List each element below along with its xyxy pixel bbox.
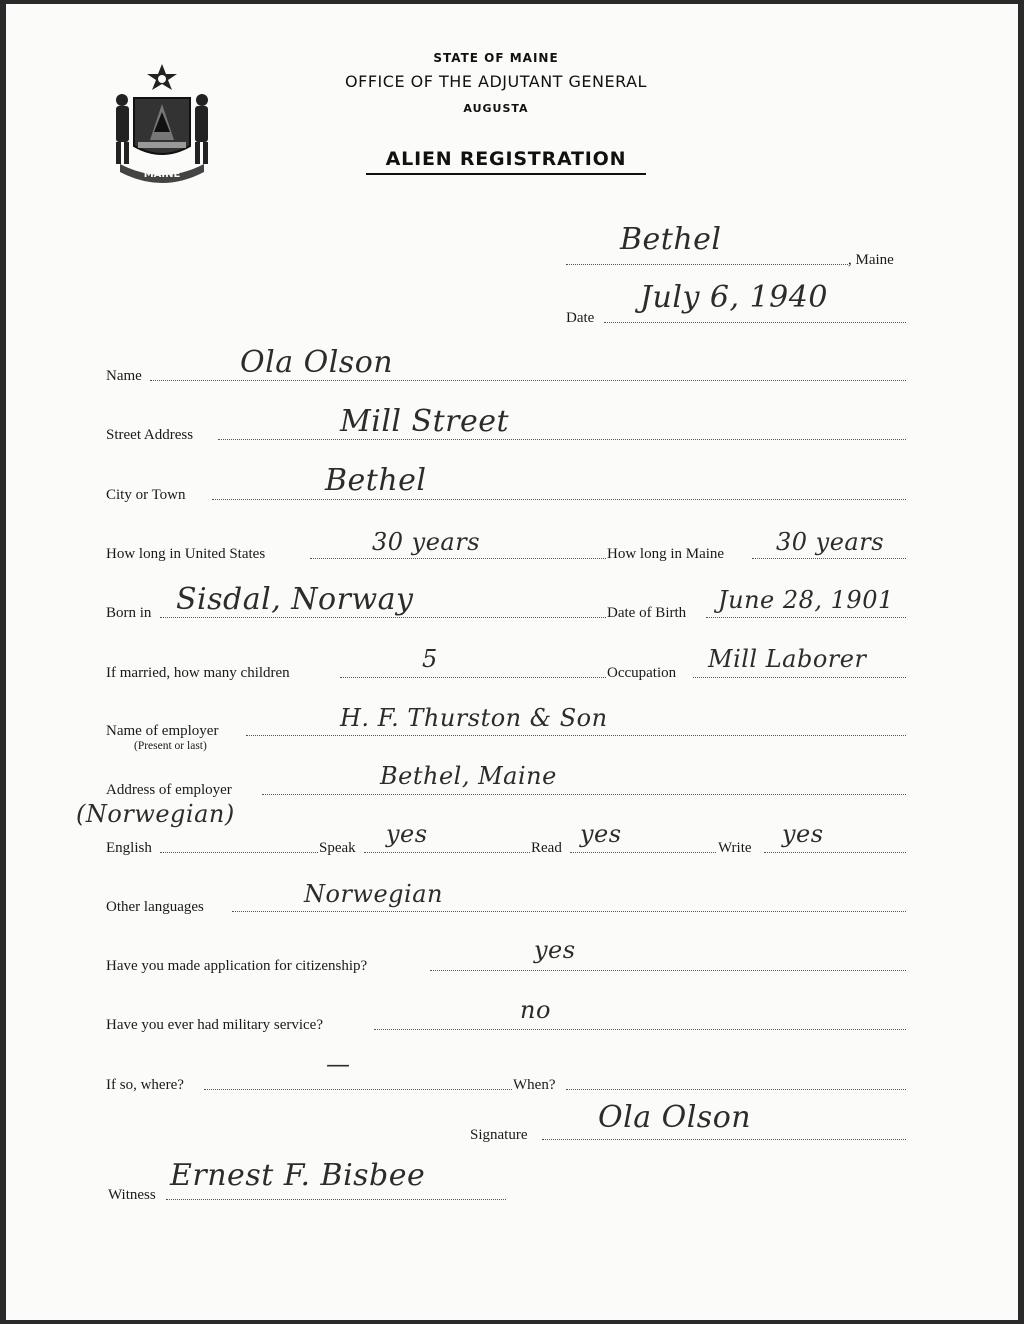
dob-value[interactable]: June 28, 1901 <box>718 586 894 614</box>
when-label: When? <box>513 1077 556 1093</box>
born-in-label: Born in <box>106 605 152 621</box>
how-long-me-label: How long in Maine <box>607 546 725 562</box>
street-value[interactable]: Mill Street <box>340 404 510 439</box>
write-line <box>764 852 906 853</box>
employer-note: (Present or last) <box>134 740 207 752</box>
occupation-line <box>693 677 906 678</box>
town-value[interactable]: Bethel <box>620 222 722 257</box>
date-line <box>604 322 906 323</box>
read-value[interactable]: yes <box>580 820 622 848</box>
speak-value[interactable]: yes <box>386 820 428 848</box>
witness-label: Witness <box>108 1187 156 1203</box>
how-long-me-value[interactable]: 30 years <box>776 528 885 556</box>
town-line <box>566 264 848 265</box>
children-value[interactable]: 5 <box>422 645 438 673</box>
city-line <box>212 499 906 500</box>
other-languages-label: Other languages <box>106 899 204 915</box>
street-label: Street Address <box>106 427 194 443</box>
citizenship-value[interactable]: yes <box>534 936 576 964</box>
how-long-us-line <box>310 558 606 559</box>
employer-value[interactable]: H. F. Thurston & Son <box>340 704 608 732</box>
name-line <box>150 380 906 381</box>
date-label: Date <box>566 310 595 326</box>
when-line <box>566 1089 906 1090</box>
dob-label: Date of Birth <box>607 605 687 621</box>
name-value[interactable]: Ola Olson <box>240 345 394 380</box>
where-line <box>204 1089 512 1090</box>
maine-label: , Maine <box>848 252 894 268</box>
svg-text:MAINE: MAINE <box>143 169 181 180</box>
signature-value[interactable]: Ola Olson <box>598 1100 752 1135</box>
employer-line <box>246 735 906 736</box>
other-languages-value[interactable]: Norwegian <box>304 880 443 908</box>
city-value[interactable]: Bethel <box>325 463 427 498</box>
header-state: STATE OF MAINE <box>433 51 559 65</box>
how-long-us-value[interactable]: 30 years <box>372 528 481 556</box>
witness-value[interactable]: Ernest F. Bisbee <box>170 1158 426 1193</box>
read-line <box>570 852 716 853</box>
signature-line <box>542 1139 906 1140</box>
citizenship-label: Have you made application for citizenship? <box>106 958 368 974</box>
speak-line <box>364 852 530 853</box>
read-label: Read <box>531 840 562 856</box>
occupation-value[interactable]: Mill Laborer <box>708 645 867 673</box>
english-line <box>160 852 318 853</box>
where-value[interactable]: — <box>326 1050 351 1078</box>
date-value[interactable]: July 6, 1940 <box>640 280 828 315</box>
children-line <box>340 677 606 678</box>
street-line <box>218 439 906 440</box>
name-label: Name <box>106 368 142 384</box>
english-note[interactable]: (Norwegian) <box>76 800 235 828</box>
employer-address-label: Address of employer <box>106 782 232 798</box>
employer-address-value[interactable]: Bethel, Maine <box>380 762 557 790</box>
dob-line <box>706 617 906 618</box>
military-label: Have you ever had military service? <box>106 1017 323 1033</box>
employer-label: Name of employer <box>106 723 219 739</box>
write-value[interactable]: yes <box>782 820 824 848</box>
witness-line <box>166 1199 506 1200</box>
where-label: If so, where? <box>106 1077 184 1093</box>
employer-address-line <box>262 794 906 795</box>
english-label: English <box>106 840 152 856</box>
how-long-me-line <box>752 558 906 559</box>
children-label: If married, how many children <box>106 665 290 681</box>
signature-label: Signature <box>470 1127 528 1143</box>
how-long-us-label: How long in United States <box>106 546 266 562</box>
military-line <box>374 1029 906 1030</box>
born-in-line <box>160 617 606 618</box>
city-label: City or Town <box>106 487 186 503</box>
form-title: ALIEN REGISTRATION <box>385 148 627 170</box>
header-office: OFFICE OF THE ADJUTANT GENERAL <box>345 72 647 91</box>
born-in-value[interactable]: Sisdal, Norway <box>176 582 414 617</box>
title-underline <box>366 173 646 175</box>
citizenship-line <box>430 970 906 971</box>
speak-label: Speak <box>319 840 356 856</box>
other-languages-line <box>232 911 906 912</box>
write-label: Write <box>718 840 752 856</box>
header-city: AUGUSTA <box>463 102 529 115</box>
military-value[interactable]: no <box>520 996 551 1024</box>
occupation-label: Occupation <box>607 665 677 681</box>
